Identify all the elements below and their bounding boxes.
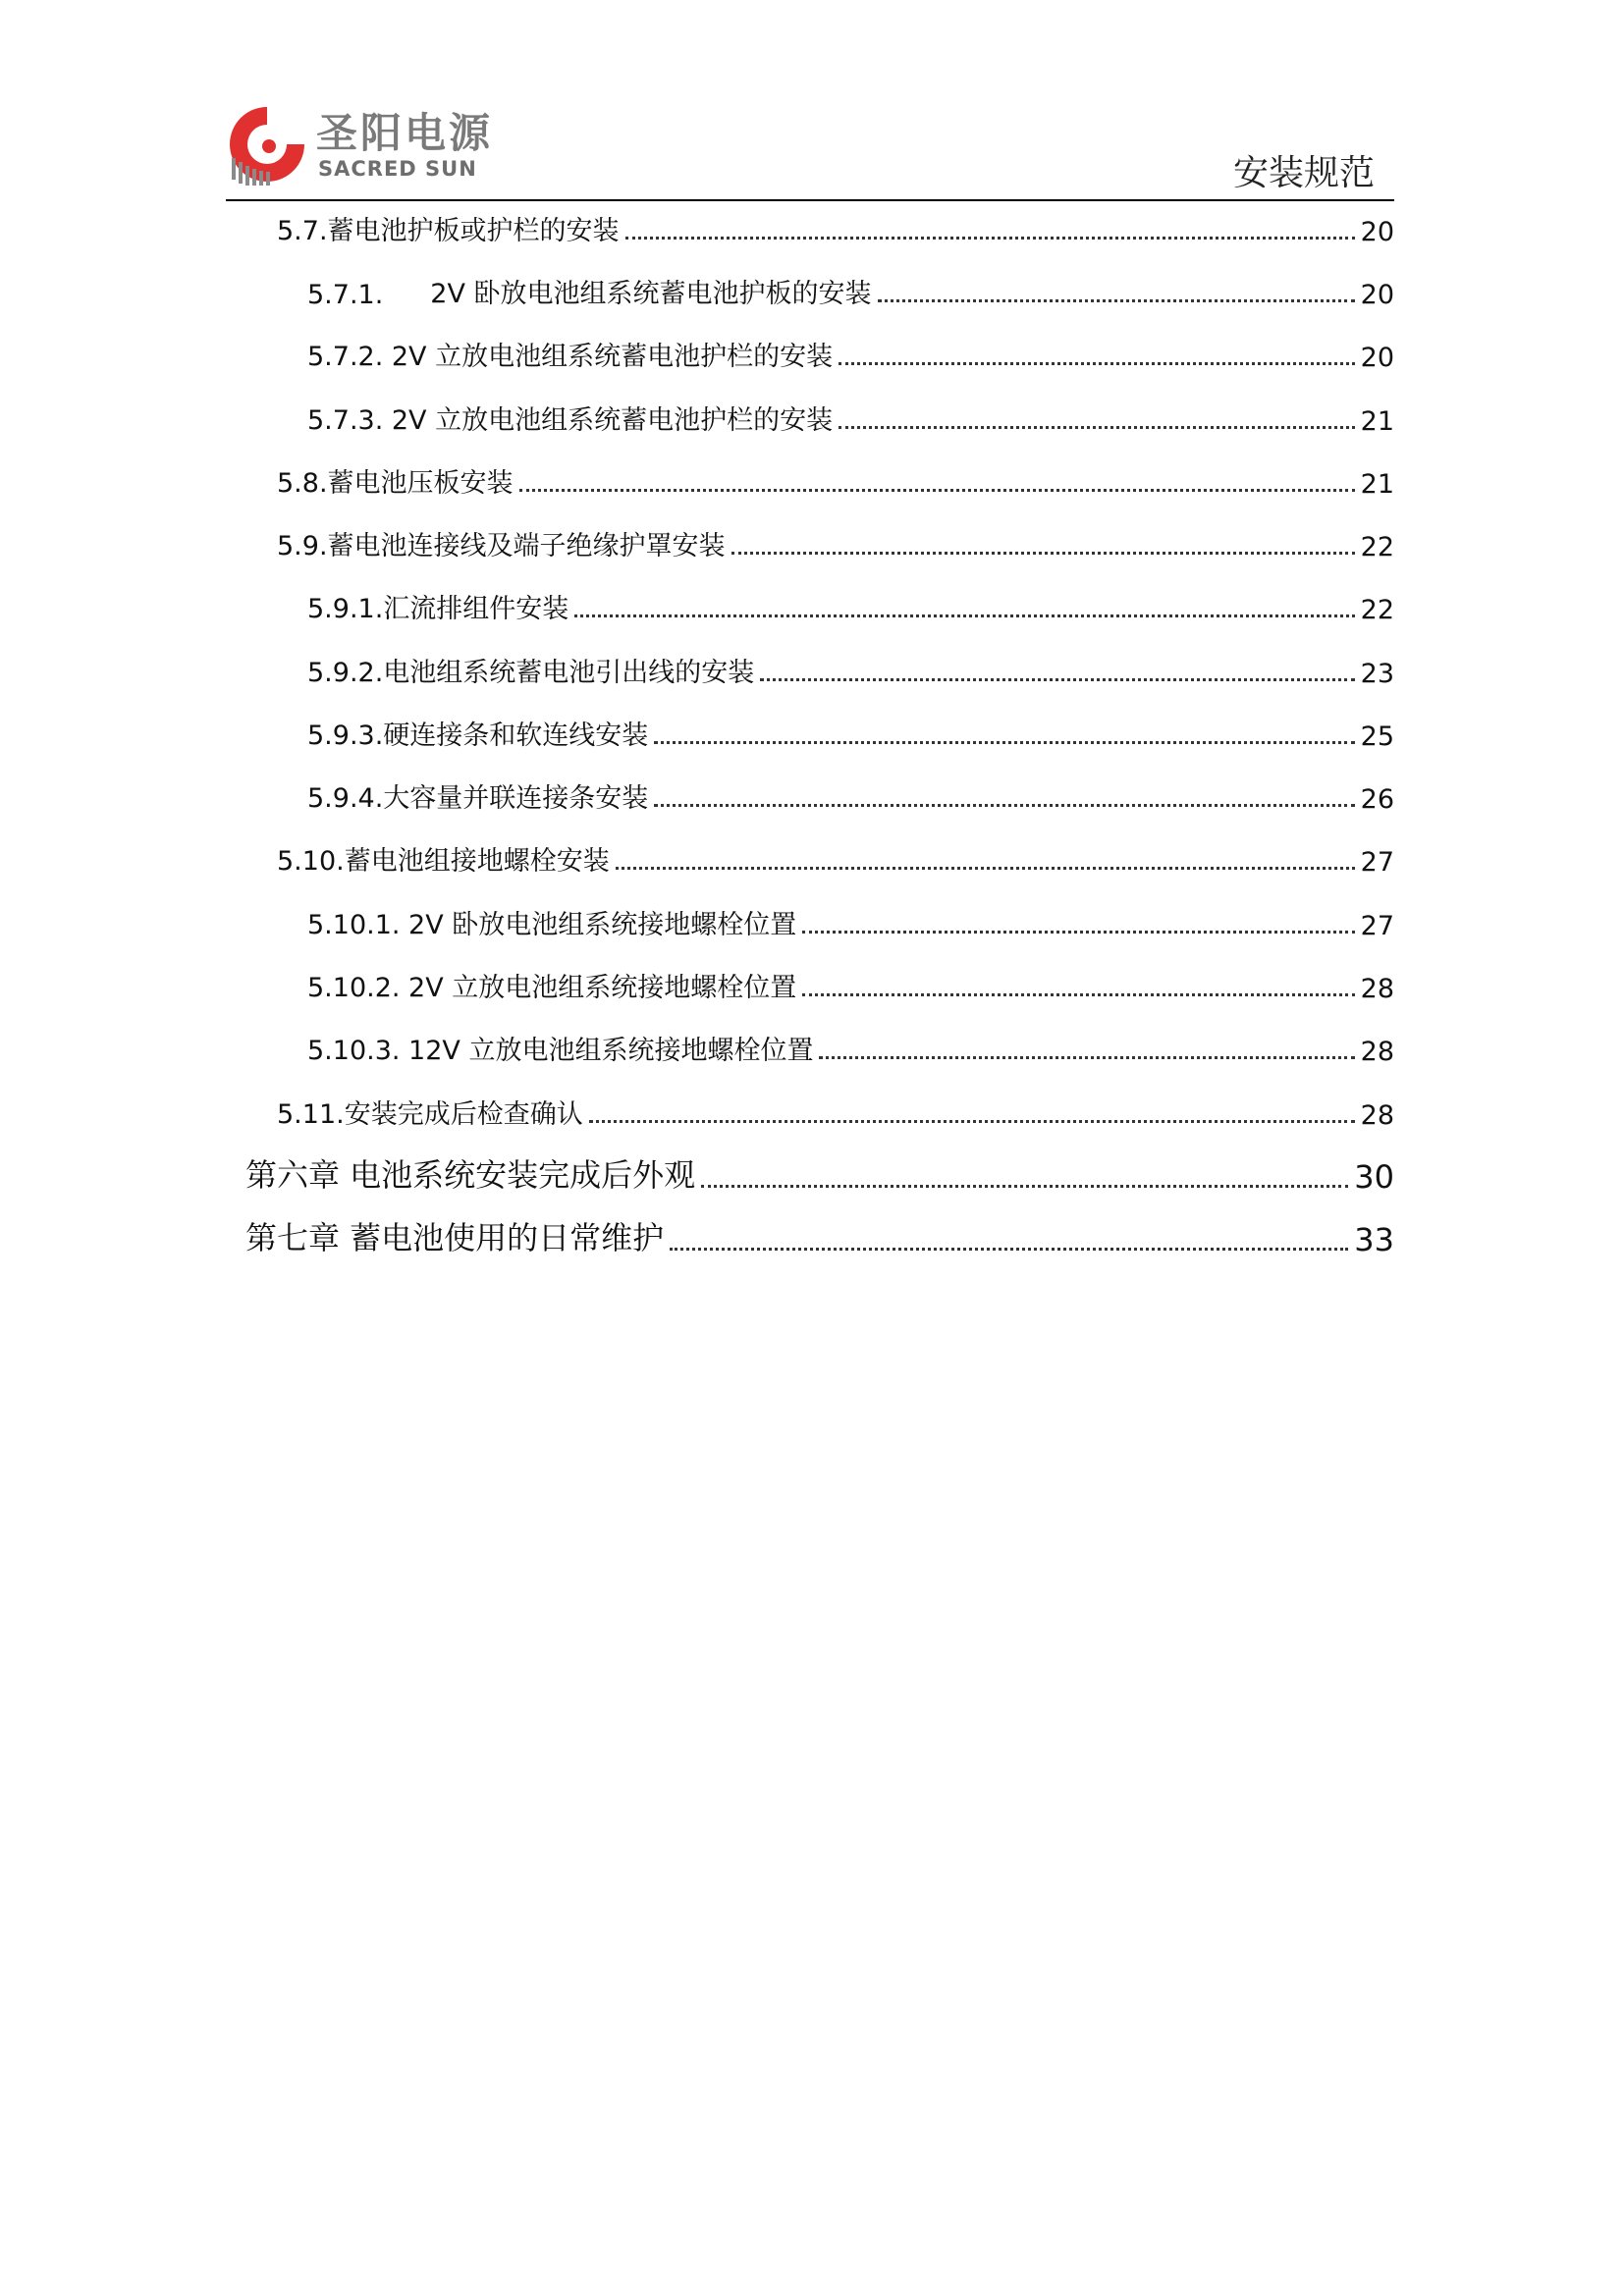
toc-entry-page: 27 [1360, 847, 1394, 878]
toc-entry-page: 22 [1360, 595, 1394, 625]
toc-chapter-page: 33 [1354, 1221, 1394, 1258]
logo-chinese-name: 圣阳电源 [316, 109, 494, 157]
toc-entry-page: 22 [1360, 532, 1394, 562]
toc-leader-dots [589, 1120, 1355, 1123]
toc-leader-dots [839, 426, 1355, 429]
toc-entry-page: 20 [1360, 280, 1394, 310]
toc-leader-dots [625, 237, 1355, 240]
toc-entry[interactable] [307, 398, 1394, 437]
toc-chapter-label: 第六章 电池系统安装完成后外观 [245, 1156, 696, 1194]
toc-leader-dots [802, 993, 1354, 996]
toc-entry[interactable] [307, 1028, 1394, 1067]
toc-entry-label: 5.9.3.硬连接条和软连线安装 [307, 721, 649, 751]
toc-entry[interactable] [307, 713, 1394, 752]
toc-entry[interactable] [307, 334, 1394, 373]
toc-entry-label: 5.10.3. 12V 立放电池组系统接地螺栓位置 [307, 1036, 814, 1066]
toc-entry-label: 5.10.2. 2V 立放电池组系统接地螺栓位置 [307, 973, 797, 1003]
toc-leader-dots [819, 1056, 1354, 1059]
toc-entry[interactable] [277, 1092, 1394, 1131]
toc-leader-dots [519, 489, 1355, 492]
toc-entry-page: 25 [1360, 721, 1394, 752]
toc-entry-page: 21 [1360, 406, 1394, 437]
document-title: 安装规范 [1232, 153, 1375, 193]
toc-entry-page: 27 [1360, 911, 1394, 941]
toc-entry-label: 5.9.4.大容量并联连接条安装 [307, 783, 649, 814]
toc-chapter-entry[interactable] [245, 1152, 1394, 1196]
toc-entry-page: 28 [1360, 1037, 1394, 1067]
toc-chapter-page: 30 [1354, 1158, 1394, 1196]
toc-entry[interactable] [307, 775, 1394, 815]
toc-entry-page: 28 [1360, 974, 1394, 1004]
toc-leader-dots [701, 1185, 1348, 1188]
toc-leader-dots [574, 614, 1354, 617]
toc-entry-page: 21 [1360, 469, 1394, 500]
toc-entry-label: 5.9.蓄电池连接线及端子绝缘护罩安装 [277, 531, 726, 561]
toc-entry-label: 5.10.蓄电池组接地螺栓安装 [277, 846, 610, 877]
toc-entry-label: 5.7.蓄电池护板或护栏的安装 [277, 216, 620, 246]
toc-entry[interactable] [277, 208, 1394, 247]
toc-leader-dots [731, 552, 1355, 555]
toc-entry[interactable] [307, 650, 1394, 689]
toc-entry[interactable] [307, 586, 1394, 625]
logo-english-name: SACRED SUN [318, 157, 477, 181]
toc-leader-dots [802, 931, 1354, 934]
toc-leader-dots [760, 678, 1354, 681]
toc-entry-page: 28 [1360, 1100, 1394, 1131]
toc-leader-dots [878, 299, 1355, 302]
toc-entry[interactable] [277, 523, 1394, 562]
toc-entry[interactable] [307, 902, 1394, 941]
toc-entry-page: 20 [1360, 343, 1394, 373]
toc-entry-label: 5.9.1.汇流排组件安装 [307, 594, 569, 624]
toc-entry-label: 5.7.1. [307, 280, 384, 310]
toc-leader-dots [654, 741, 1354, 744]
toc-entry[interactable] [277, 460, 1394, 500]
toc-entry-label: 5.7.2. 2V 立放电池组系统蓄电池护栏的安装 [307, 342, 834, 372]
toc-entry-page: 23 [1360, 659, 1394, 689]
toc-entry-label: 5.11.安装完成后检查确认 [277, 1099, 583, 1130]
toc-entry-label: 5.8.蓄电池压板安装 [277, 468, 514, 499]
toc-leader-dots [670, 1248, 1348, 1251]
toc-entry-page: 20 [1360, 217, 1394, 247]
toc-entry[interactable] [307, 271, 1394, 310]
toc-entry-label: 5.7.3. 2V 立放电池组系统蓄电池护栏的安装 [307, 405, 834, 436]
toc-entry[interactable] [307, 965, 1394, 1004]
toc-entry[interactable] [277, 838, 1394, 878]
toc-chapter-entry[interactable] [245, 1215, 1394, 1258]
toc-entry-label: 5.9.2.电池组系统蓄电池引出线的安装 [307, 658, 755, 688]
toc-entry-page: 26 [1360, 784, 1394, 815]
toc-entry-label-rest: 2V 卧放电池组系统蓄电池护板的安装 [430, 279, 872, 309]
toc-chapter-label: 第七章 蓄电池使用的日常维护 [245, 1219, 665, 1256]
toc-leader-dots [839, 362, 1355, 365]
toc-leader-dots [616, 867, 1355, 870]
toc-entry-label: 5.10.1. 2V 卧放电池组系统接地螺栓位置 [307, 910, 797, 940]
toc-leader-dots [654, 804, 1354, 807]
